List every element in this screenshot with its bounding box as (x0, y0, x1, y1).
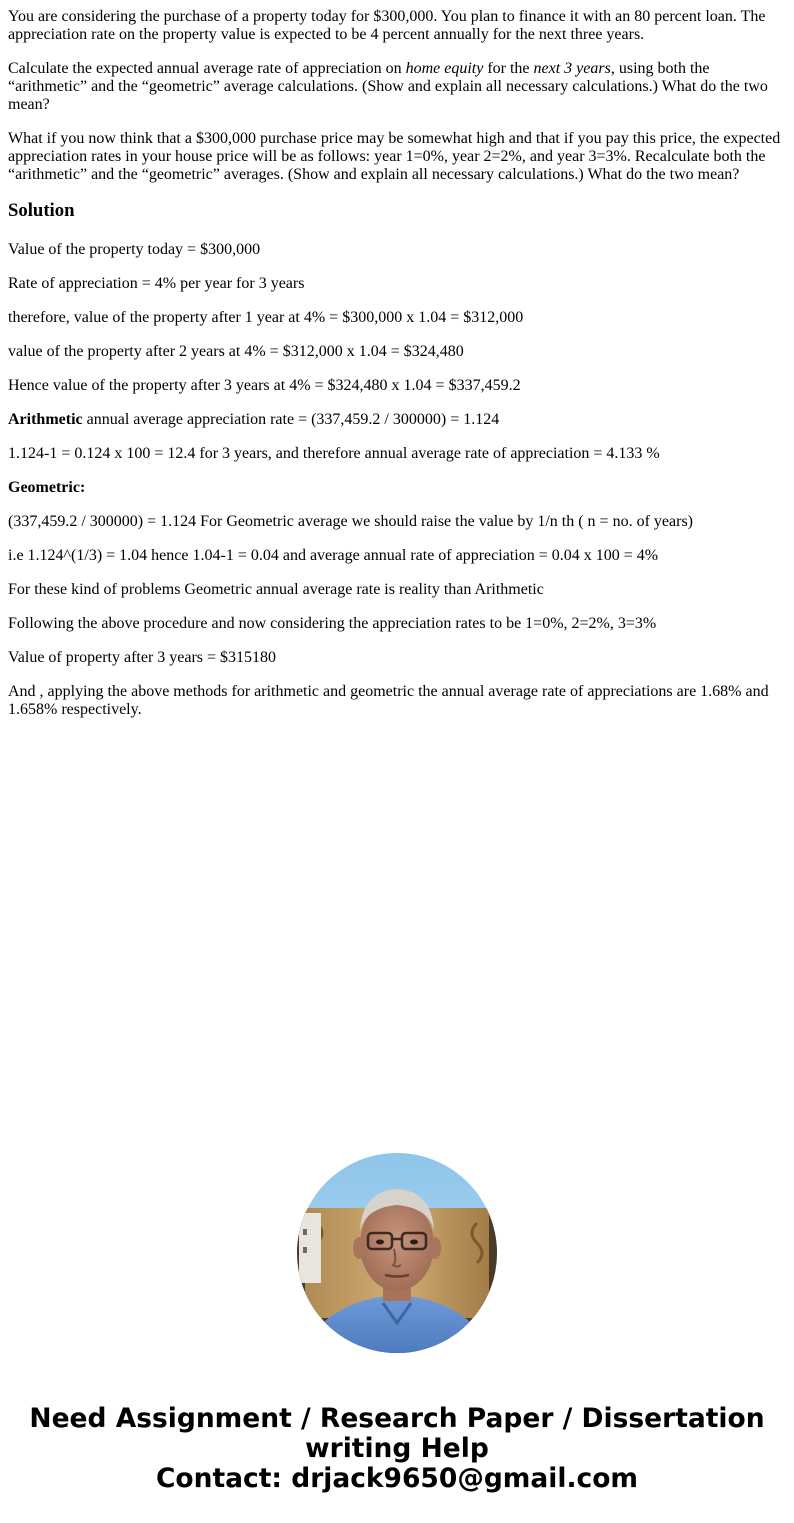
solution-line-11: For these kind of problems Geometric annual average rate is reality than Arithmetic (8, 581, 544, 598)
solution-line-1: Value of the property today = $300,000 (8, 241, 261, 258)
q2-text-c: for the (483, 60, 534, 77)
solution-heading: Solution (8, 200, 75, 221)
portrait-image (297, 1153, 497, 1353)
author-avatar (297, 1153, 497, 1353)
arithmetic-label: Arithmetic (8, 411, 83, 428)
solution-line-9: (337,459.2 / 300000) = 1.124 For Geometric average we should raise the value by 1/n th ( n = no. of years) (8, 513, 693, 530)
question-paragraph-2 (8, 60, 786, 114)
solution-line-5: Hence value of the property after 3 years at 4% = $324,480 x 1.04 = $337,459.2 (8, 377, 521, 394)
q2-emphasis-home-equity: home equity (405, 60, 484, 77)
q2-emphasis-next-3-years: next 3 years (533, 60, 611, 77)
question-paragraph-3: What if you now think that a $300,000 purchase price may be somewhat high and that if you pay this price, the expected appreciation rates in your house price will be as follows: year 1=0%, year 2=2%, and year 3=3%. Recalculate both the “arithmetic” and the “geometric” averages. (Show and explain all necessary calculations.) What do the two mean? (8, 130, 781, 183)
solution-line-7: 1.124-1 = 0.124 x 100 = 12.4 for 3 years, and therefore annual average rate of appreciation = 4.133 % (8, 445, 660, 462)
q2-text-e: , using both the “arithmetic” and the “geometric” average calculations. (Show and explain all necessary calculations.) What do the two mean? (8, 60, 768, 113)
question-paragraph-1: You are considering the purchase of a property today for $300,000. You plan to finance it with an 80 percent loan. The appreciation rate on the property value is expected to be 4 percent annually for the next three years. (8, 8, 766, 43)
solution-line-4: value of the property after 2 years at 4% = $312,000 x 1.04 = $324,480 (8, 343, 464, 360)
q2-text-a: Calculate the expected annual average rate of appreciation on (8, 60, 406, 77)
promo-contact: Contact: drjack9650@gmail.com (155, 1463, 639, 1494)
solution-line-13: Value of property after 3 years = $315180 (8, 649, 277, 666)
geometric-label: Geometric: (8, 479, 86, 496)
promo-banner (0, 1404, 794, 1494)
solution-line-10: i.e 1.124^(1/3) = 1.04 hence 1.04-1 = 0.04 and average annual rate of appreciation = 0.04 x 100 = 4% (8, 547, 659, 564)
promo-line-1: Need Assignment / Research Paper / Dissertation (29, 1403, 765, 1434)
arithmetic-text: annual average appreciation rate = (337,459.2 / 300000) = 1.124 (82, 411, 500, 428)
solution-line-8 (8, 479, 786, 497)
solution-line-14: And , applying the above methods for arithmetic and geometric the annual average rate of appreciations are 1.68% and 1.658% respectively. (8, 683, 769, 718)
solution-line-3: therefore, value of the property after 1 year at 4% = $300,000 x 1.04 = $312,000 (8, 309, 524, 326)
promo-line-2: writing Help (305, 1433, 489, 1464)
solution-line-2: Rate of appreciation = 4% per year for 3 years (8, 275, 305, 292)
solution-line-6 (8, 411, 786, 429)
document-body (8, 8, 786, 735)
solution-line-12: Following the above procedure and now considering the appreciation rates to be 1=0%, 2=2%, 3=3% (8, 615, 657, 632)
